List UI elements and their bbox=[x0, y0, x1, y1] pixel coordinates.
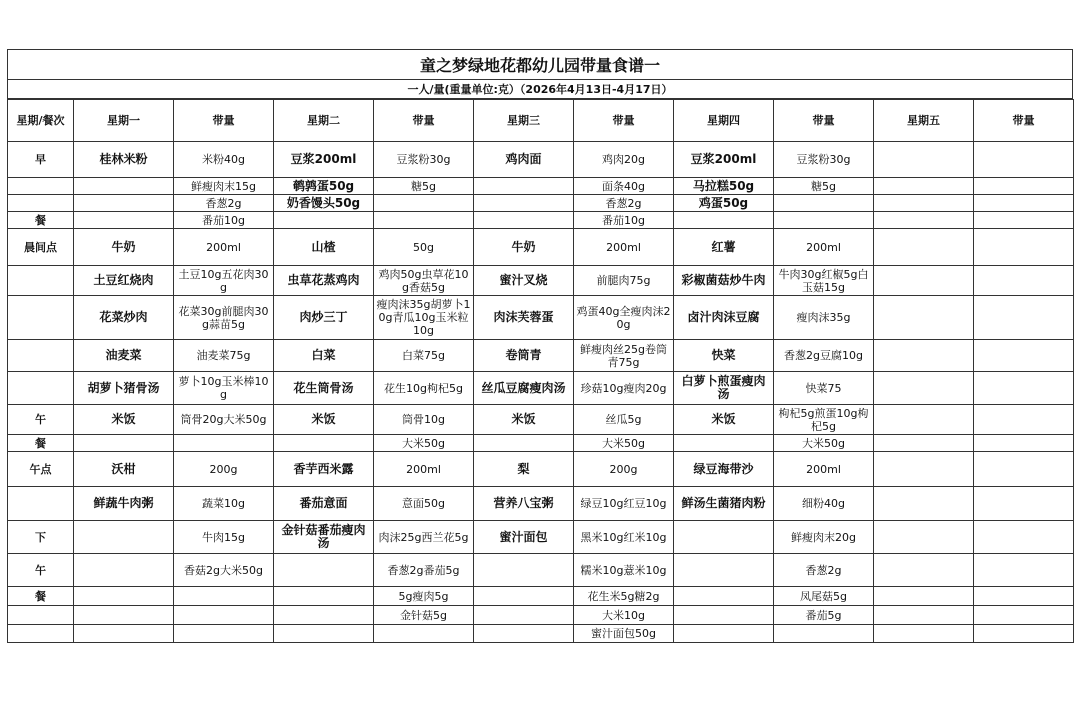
dish-cell: 米饭 bbox=[274, 405, 374, 435]
quantity-cell bbox=[974, 625, 1074, 643]
dish-cell bbox=[74, 178, 174, 195]
dish-cell: 快菜 bbox=[674, 340, 774, 372]
dish-cell: 肉炒三丁 bbox=[274, 296, 374, 340]
meal-label-cell bbox=[8, 487, 74, 521]
meal-label-cell: 午点 bbox=[8, 452, 74, 487]
table-row bbox=[8, 296, 1074, 340]
quantity-cell bbox=[974, 487, 1074, 521]
quantity-cell: 香葱2g bbox=[174, 195, 274, 212]
table-row bbox=[8, 212, 1074, 229]
quantity-cell bbox=[974, 606, 1074, 625]
table-row bbox=[8, 452, 1074, 487]
dish-cell bbox=[674, 606, 774, 625]
table-row bbox=[8, 266, 1074, 296]
table-row bbox=[8, 587, 1074, 606]
quantity-cell: 大米50g bbox=[374, 435, 474, 452]
header-row bbox=[8, 100, 1074, 142]
dish-cell: 米饭 bbox=[674, 405, 774, 435]
dish-cell bbox=[74, 554, 174, 587]
table-row bbox=[8, 606, 1074, 625]
dish-cell: 卤汁肉沫豆腐 bbox=[674, 296, 774, 340]
dish-cell: 鲜汤生菌猪肉粉 bbox=[674, 487, 774, 521]
meal-label-cell bbox=[8, 296, 74, 340]
dish-cell: 花生筒骨汤 bbox=[274, 372, 374, 405]
table-row bbox=[8, 554, 1074, 587]
table-row bbox=[8, 372, 1074, 405]
header-cell: 带量 bbox=[974, 100, 1074, 142]
dish-cell: 花菜炒肉 bbox=[74, 296, 174, 340]
quantity-cell: 金针菇5g bbox=[374, 606, 474, 625]
header-cell: 带量 bbox=[174, 100, 274, 142]
meal-label-cell bbox=[8, 372, 74, 405]
quantity-cell bbox=[174, 435, 274, 452]
quantity-cell: 瘦肉沫35g bbox=[774, 296, 874, 340]
dish-cell bbox=[674, 554, 774, 587]
quantity-cell bbox=[974, 195, 1074, 212]
quantity-cell: 花生10g枸杞5g bbox=[374, 372, 474, 405]
quantity-cell: 筒骨10g bbox=[374, 405, 474, 435]
dish-cell: 肉沫芙蓉蛋 bbox=[474, 296, 574, 340]
quantity-cell: 50g bbox=[374, 229, 474, 266]
dish-cell: 沃柑 bbox=[74, 452, 174, 487]
dish-cell bbox=[874, 372, 974, 405]
menu-table bbox=[7, 99, 1074, 643]
quantity-cell: 花生米5g糖2g bbox=[574, 587, 674, 606]
quantity-cell: 面条40g bbox=[574, 178, 674, 195]
dish-cell: 米饭 bbox=[74, 405, 174, 435]
quantity-cell bbox=[974, 340, 1074, 372]
dish-cell bbox=[274, 625, 374, 643]
quantity-cell bbox=[374, 195, 474, 212]
meal-label-cell: 下 bbox=[8, 521, 74, 554]
dish-cell: 米饭 bbox=[474, 405, 574, 435]
dish-cell bbox=[274, 212, 374, 229]
quantity-cell: 大米50g bbox=[574, 435, 674, 452]
meal-label-cell bbox=[8, 606, 74, 625]
header-cell: 带量 bbox=[574, 100, 674, 142]
quantity-cell bbox=[374, 625, 474, 643]
table-row bbox=[8, 142, 1074, 178]
quantity-cell: 鸡蛋40g全瘦肉沫20g bbox=[574, 296, 674, 340]
quantity-cell: 蔬菜10g bbox=[174, 487, 274, 521]
dish-cell bbox=[74, 435, 174, 452]
meal-label-cell: 餐 bbox=[8, 587, 74, 606]
dish-cell: 胡萝卜猪骨汤 bbox=[74, 372, 174, 405]
quantity-cell: 肉沫25g西兰花5g bbox=[374, 521, 474, 554]
dish-cell: 山楂 bbox=[274, 229, 374, 266]
dish-cell: 桂林米粉 bbox=[74, 142, 174, 178]
dish-cell bbox=[474, 212, 574, 229]
dish-cell: 红薯 bbox=[674, 229, 774, 266]
quantity-cell bbox=[974, 554, 1074, 587]
quantity-cell: 瘦肉沫35g胡萝卜10g青瓜10g玉米粒10g bbox=[374, 296, 474, 340]
quantity-cell: 糖5g bbox=[374, 178, 474, 195]
quantity-cell: 糖5g bbox=[774, 178, 874, 195]
quantity-cell: 白菜75g bbox=[374, 340, 474, 372]
quantity-cell bbox=[974, 521, 1074, 554]
quantity-cell bbox=[974, 229, 1074, 266]
dish-cell bbox=[74, 521, 174, 554]
meal-label-cell: 午 bbox=[8, 554, 74, 587]
quantity-cell: 200ml bbox=[774, 229, 874, 266]
quantity-cell bbox=[974, 452, 1074, 487]
dish-cell bbox=[74, 587, 174, 606]
quantity-cell: 200g bbox=[174, 452, 274, 487]
quantity-cell: 香葱2g bbox=[774, 554, 874, 587]
dish-cell bbox=[874, 212, 974, 229]
dish-cell bbox=[74, 606, 174, 625]
quantity-cell: 番茄10g bbox=[574, 212, 674, 229]
quantity-cell bbox=[974, 142, 1074, 178]
dish-cell bbox=[274, 435, 374, 452]
dish-cell bbox=[874, 452, 974, 487]
dish-cell bbox=[874, 435, 974, 452]
dish-cell: 牛奶 bbox=[474, 229, 574, 266]
dish-cell: 卷筒青 bbox=[474, 340, 574, 372]
dish-cell: 虫草花蒸鸡肉 bbox=[274, 266, 374, 296]
dish-cell bbox=[474, 195, 574, 212]
dish-cell: 鹌鹑蛋50g bbox=[274, 178, 374, 195]
dish-cell bbox=[74, 195, 174, 212]
quantity-cell: 大米10g bbox=[574, 606, 674, 625]
dish-cell: 土豆红烧肉 bbox=[74, 266, 174, 296]
quantity-cell: 200g bbox=[574, 452, 674, 487]
header-cell: 星期五 bbox=[874, 100, 974, 142]
dish-cell: 鸡肉面 bbox=[474, 142, 574, 178]
quantity-cell bbox=[174, 625, 274, 643]
quantity-cell: 番茄5g bbox=[774, 606, 874, 625]
quantity-cell: 5g瘦肉5g bbox=[374, 587, 474, 606]
quantity-cell: 丝瓜5g bbox=[574, 405, 674, 435]
quantity-cell: 番茄10g bbox=[174, 212, 274, 229]
header-cell: 星期三 bbox=[474, 100, 574, 142]
dish-cell bbox=[874, 554, 974, 587]
dish-cell bbox=[674, 435, 774, 452]
dish-cell bbox=[874, 142, 974, 178]
meal-label-cell bbox=[8, 178, 74, 195]
quantity-cell bbox=[174, 587, 274, 606]
quantity-cell: 香葱2g番茄5g bbox=[374, 554, 474, 587]
quantity-cell: 枸杞5g煎蛋10g枸杞5g bbox=[774, 405, 874, 435]
dish-cell bbox=[274, 587, 374, 606]
quantity-cell: 绿豆10g红豆10g bbox=[574, 487, 674, 521]
dish-cell: 马拉糕50g bbox=[674, 178, 774, 195]
header-cell: 星期/餐次 bbox=[8, 100, 74, 142]
quantity-cell: 快菜75 bbox=[774, 372, 874, 405]
dish-cell bbox=[474, 606, 574, 625]
meal-label-cell bbox=[8, 625, 74, 643]
quantity-cell: 鲜瘦肉末15g bbox=[174, 178, 274, 195]
quantity-cell: 香菇2g大米50g bbox=[174, 554, 274, 587]
dish-cell: 香芋西米露 bbox=[274, 452, 374, 487]
quantity-cell: 萝卜10g玉米棒10g bbox=[174, 372, 274, 405]
table-row bbox=[8, 487, 1074, 521]
meal-label-cell: 餐 bbox=[8, 212, 74, 229]
dish-cell bbox=[474, 178, 574, 195]
dish-cell: 白萝卜煎蛋瘦肉汤 bbox=[674, 372, 774, 405]
dish-cell: 鲜蔬牛肉粥 bbox=[74, 487, 174, 521]
dish-cell: 营养八宝粥 bbox=[474, 487, 574, 521]
quantity-cell bbox=[974, 372, 1074, 405]
table-row bbox=[8, 625, 1074, 643]
menu-sheet bbox=[7, 49, 1073, 643]
quantity-cell: 糯米10g薏米10g bbox=[574, 554, 674, 587]
quantity-cell: 前腿肉75g bbox=[574, 266, 674, 296]
quantity-cell: 意面50g bbox=[374, 487, 474, 521]
quantity-cell bbox=[174, 606, 274, 625]
dish-cell bbox=[874, 587, 974, 606]
dish-cell bbox=[874, 340, 974, 372]
table-row bbox=[8, 340, 1074, 372]
sheet-title: 童之梦绿地花都幼儿园带量食谱一 bbox=[7, 49, 1073, 79]
quantity-cell: 200ml bbox=[374, 452, 474, 487]
quantity-cell bbox=[774, 212, 874, 229]
meal-label-cell bbox=[8, 195, 74, 212]
dish-cell bbox=[874, 229, 974, 266]
dish-cell: 丝瓜豆腐瘦肉汤 bbox=[474, 372, 574, 405]
dish-cell: 油麦菜 bbox=[74, 340, 174, 372]
quantity-cell: 牛肉30g红椒5g白玉菇15g bbox=[774, 266, 874, 296]
quantity-cell: 大米50g bbox=[774, 435, 874, 452]
quantity-cell: 鸡肉50g虫草花10g香菇5g bbox=[374, 266, 474, 296]
quantity-cell: 豆浆粉30g bbox=[374, 142, 474, 178]
meal-label-cell: 晨间点 bbox=[8, 229, 74, 266]
table-row bbox=[8, 405, 1074, 435]
dish-cell: 豆浆200ml bbox=[274, 142, 374, 178]
dish-cell: 鸡蛋50g bbox=[674, 195, 774, 212]
dish-cell: 蜜汁面包 bbox=[474, 521, 574, 554]
quantity-cell bbox=[974, 296, 1074, 340]
quantity-cell: 鲜瘦肉末20g bbox=[774, 521, 874, 554]
dish-cell bbox=[274, 606, 374, 625]
table-row bbox=[8, 229, 1074, 266]
dish-cell: 豆浆200ml bbox=[674, 142, 774, 178]
quantity-cell: 鲜瘦肉丝25g卷筒青75g bbox=[574, 340, 674, 372]
quantity-cell bbox=[974, 266, 1074, 296]
meal-label-cell bbox=[8, 266, 74, 296]
dish-cell: 梨 bbox=[474, 452, 574, 487]
dish-cell: 牛奶 bbox=[74, 229, 174, 266]
dish-cell: 彩椒菌菇炒牛肉 bbox=[674, 266, 774, 296]
quantity-cell bbox=[974, 178, 1074, 195]
dish-cell: 蜜汁叉烧 bbox=[474, 266, 574, 296]
dish-cell bbox=[874, 606, 974, 625]
quantity-cell bbox=[774, 195, 874, 212]
dish-cell: 绿豆海带沙 bbox=[674, 452, 774, 487]
dish-cell bbox=[874, 195, 974, 212]
dish-cell bbox=[874, 405, 974, 435]
dish-cell bbox=[674, 587, 774, 606]
dish-cell: 奶香馒头50g bbox=[274, 195, 374, 212]
quantity-cell: 花菜30g前腿肉30g蒜苗5g bbox=[174, 296, 274, 340]
dish-cell: 金针菇番茄瘦肉汤 bbox=[274, 521, 374, 554]
dish-cell bbox=[874, 266, 974, 296]
quantity-cell bbox=[974, 587, 1074, 606]
quantity-cell bbox=[974, 405, 1074, 435]
quantity-cell: 香葱2g bbox=[574, 195, 674, 212]
dish-cell: 番茄意面 bbox=[274, 487, 374, 521]
quantity-cell: 200ml bbox=[574, 229, 674, 266]
meal-label-cell: 餐 bbox=[8, 435, 74, 452]
header-cell: 星期二 bbox=[274, 100, 374, 142]
quantity-cell: 米粉40g bbox=[174, 142, 274, 178]
header-cell: 星期一 bbox=[74, 100, 174, 142]
quantity-cell bbox=[974, 212, 1074, 229]
dish-cell bbox=[474, 554, 574, 587]
dish-cell bbox=[474, 587, 574, 606]
meal-label-cell: 午 bbox=[8, 405, 74, 435]
dish-cell bbox=[674, 521, 774, 554]
dish-cell bbox=[874, 178, 974, 195]
quantity-cell: 珍菇10g瘦肉20g bbox=[574, 372, 674, 405]
dish-cell bbox=[674, 212, 774, 229]
quantity-cell: 香葱2g豆腐10g bbox=[774, 340, 874, 372]
dish-cell bbox=[74, 212, 174, 229]
quantity-cell: 鸡肉20g bbox=[574, 142, 674, 178]
header-cell: 星期四 bbox=[674, 100, 774, 142]
dish-cell bbox=[474, 435, 574, 452]
dish-cell bbox=[674, 625, 774, 643]
dish-cell: 白菜 bbox=[274, 340, 374, 372]
meal-label-cell: 早 bbox=[8, 142, 74, 178]
dish-cell bbox=[474, 625, 574, 643]
header-cell: 带量 bbox=[774, 100, 874, 142]
quantity-cell: 凤尾菇5g bbox=[774, 587, 874, 606]
sheet-subtitle: 一人/量(重量单位:克）（2026年4月13日-4月17日） bbox=[7, 79, 1073, 99]
table-row bbox=[8, 178, 1074, 195]
dish-cell bbox=[874, 625, 974, 643]
dish-cell bbox=[874, 487, 974, 521]
quantity-cell: 筒骨20g大米50g bbox=[174, 405, 274, 435]
quantity-cell: 细粉40g bbox=[774, 487, 874, 521]
dish-cell bbox=[74, 625, 174, 643]
meal-label-cell bbox=[8, 340, 74, 372]
quantity-cell: 豆浆粉30g bbox=[774, 142, 874, 178]
quantity-cell: 200ml bbox=[774, 452, 874, 487]
quantity-cell: 牛肉15g bbox=[174, 521, 274, 554]
quantity-cell bbox=[974, 435, 1074, 452]
quantity-cell: 蜜汁面包50g bbox=[574, 625, 674, 643]
quantity-cell: 土豆10g五花肉30g bbox=[174, 266, 274, 296]
table-row bbox=[8, 195, 1074, 212]
quantity-cell: 油麦菜75g bbox=[174, 340, 274, 372]
quantity-cell bbox=[374, 212, 474, 229]
quantity-cell: 黑米10g红米10g bbox=[574, 521, 674, 554]
quantity-cell: 200ml bbox=[174, 229, 274, 266]
dish-cell bbox=[874, 521, 974, 554]
table-row bbox=[8, 435, 1074, 452]
table-row bbox=[8, 521, 1074, 554]
quantity-cell bbox=[774, 625, 874, 643]
dish-cell bbox=[274, 554, 374, 587]
dish-cell bbox=[874, 296, 974, 340]
header-cell: 带量 bbox=[374, 100, 474, 142]
